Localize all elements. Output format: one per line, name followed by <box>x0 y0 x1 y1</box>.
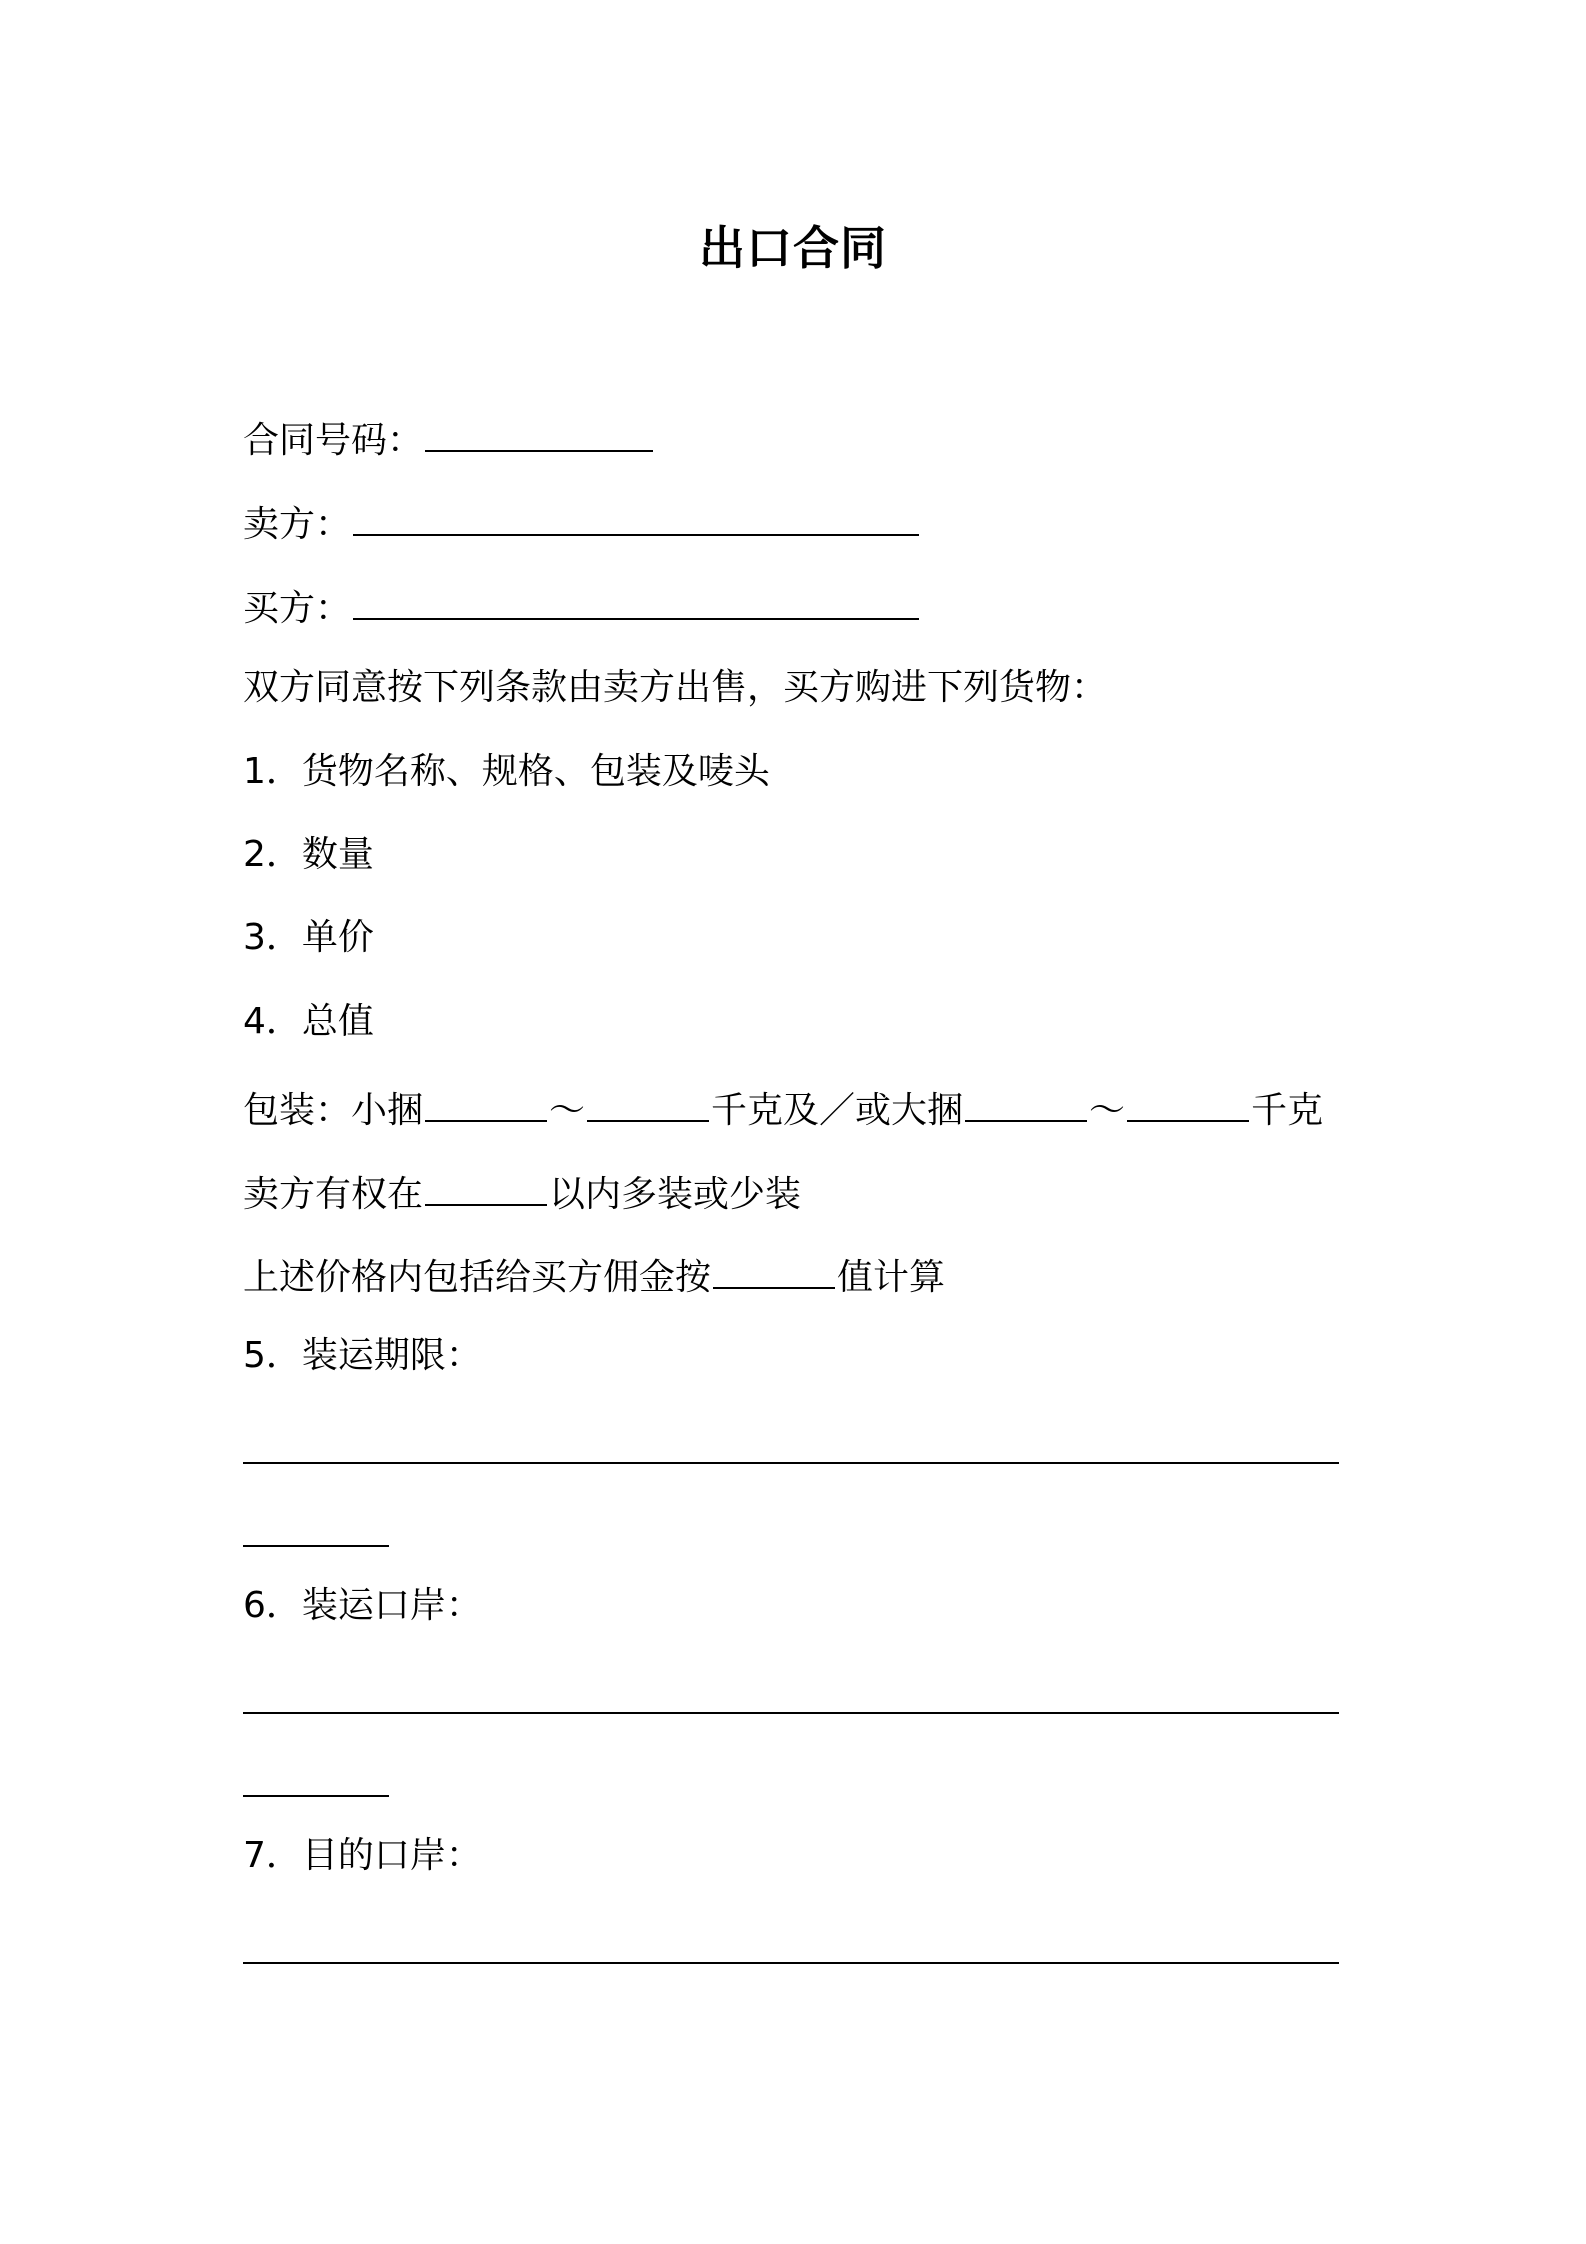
commission-prefix: 上述价格内包括给买方佣金按 <box>243 1257 712 1298</box>
packing-label: 包装：小捆 <box>243 1090 424 1131</box>
packing-kg-or-big: 千克及／或大捆 <box>711 1090 964 1131</box>
big-bundle-max-blank[interactable] <box>1127 1082 1249 1122</box>
small-bundle-max-blank[interactable] <box>587 1082 709 1122</box>
seller-line <box>243 496 921 549</box>
item-6: 6．装运口岸： <box>243 1585 482 1626</box>
item-4: 4．总值 <box>243 1001 374 1042</box>
packing-kg: 千克 <box>1251 1090 1324 1131</box>
shipment-period-blank-line-1[interactable] <box>243 1462 1339 1464</box>
commission-suffix: 值计算 <box>837 1257 946 1298</box>
seller-blank[interactable] <box>353 496 919 536</box>
destination-port-blank-line-1[interactable] <box>243 1962 1339 1964</box>
buyer-label: 买方： <box>243 588 352 629</box>
item-1: 1．货物名称、规格、包装及唛头 <box>243 751 770 792</box>
shipment-period-blank-line-2[interactable] <box>243 1545 389 1547</box>
buyer-line <box>243 580 921 633</box>
page-title: 出口合同 <box>699 221 887 275</box>
contract-number-blank[interactable] <box>425 412 653 452</box>
item-5: 5．装运期限： <box>243 1335 482 1376</box>
packing-line <box>243 1082 1323 1135</box>
loading-port-blank-line-2[interactable] <box>243 1795 389 1797</box>
item-2: 2．数量 <box>243 834 374 875</box>
big-bundle-min-blank[interactable] <box>965 1082 1087 1122</box>
commission-line <box>243 1249 945 1302</box>
tolerance-line <box>243 1166 801 1219</box>
item-7: 7．目的口岸： <box>243 1835 482 1876</box>
loading-port-blank-line-1[interactable] <box>243 1712 1339 1714</box>
buyer-blank[interactable] <box>353 580 919 620</box>
tolerance-suffix: 以内多装或少装 <box>549 1174 802 1215</box>
small-bundle-min-blank[interactable] <box>425 1082 547 1122</box>
contract-number-label: 合同号码： <box>243 420 424 461</box>
seller-label: 卖方： <box>243 504 352 545</box>
commission-blank[interactable] <box>713 1249 835 1289</box>
intro-text: 双方同意按下列条款由卖方出售，买方购进下列货物： <box>243 667 1108 708</box>
tolerance-blank[interactable] <box>425 1166 547 1206</box>
item-3: 3．单价 <box>243 917 374 958</box>
tilde-2: ～ <box>1089 1090 1126 1131</box>
contract-number-line <box>243 412 655 465</box>
tolerance-prefix: 卖方有权在 <box>243 1174 424 1215</box>
tilde-1: ～ <box>549 1090 586 1131</box>
